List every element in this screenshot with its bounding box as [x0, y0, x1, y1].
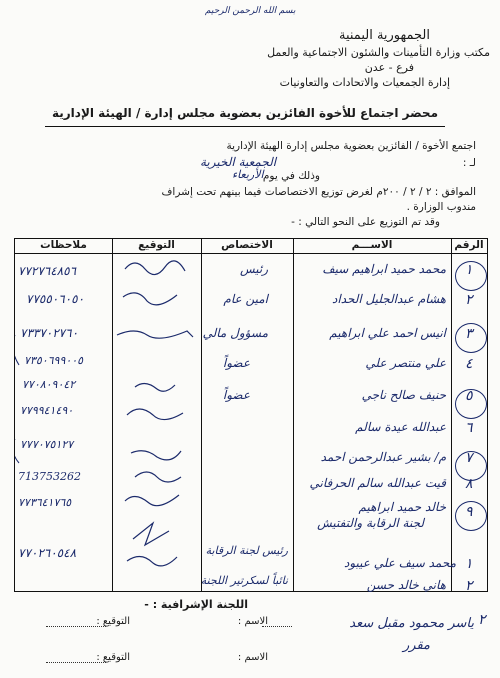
row-number: ٢ — [465, 578, 473, 594]
row-number: ٥ — [465, 388, 473, 404]
member-notes: ٧٧٠٢٦٠٥٤٨ — [18, 546, 77, 560]
member-name: م/ بشير عبدالرحمن احمد — [320, 450, 446, 464]
member-name: محمد سيف علي عيبود — [343, 556, 456, 570]
header-branch: فرع - عدن — [364, 61, 414, 74]
header-notes: ملاحظات — [40, 239, 87, 251]
member-role: عضواً — [222, 356, 250, 370]
basmala: بسم الله الرحمن الرحيم — [205, 6, 296, 16]
supervisory-signature-label: التوقيع : — [96, 616, 130, 627]
intro-line-3-hand: الأربعاء — [232, 168, 264, 181]
header-num: الرقم — [454, 239, 484, 251]
signature-mark — [133, 523, 169, 545]
member-role: رئيس — [239, 262, 268, 276]
margin-mark — [15, 335, 19, 365]
member-name: هاني خالد حسن — [366, 578, 446, 592]
member-role: مسؤول مالي — [202, 326, 268, 340]
supervisor-hand-number: ٢ — [478, 612, 486, 628]
signature-mark — [125, 261, 185, 275]
supervisor-hand-name: ياسر محمود مقبل سعد — [349, 616, 474, 631]
row-number: ٢ — [465, 292, 473, 308]
intro-line-2-label: لـ : — [462, 157, 476, 169]
row-number: ٩ — [465, 504, 473, 520]
row-number: ٦ — [465, 420, 473, 436]
dotted-line — [46, 662, 106, 663]
member-role: امين عام — [223, 292, 268, 306]
intro-line-6: وقد تم التوزيع على النحو التالي : - — [291, 216, 440, 228]
header-role: الاختصاص — [221, 239, 273, 251]
member-name: محمد حميد ابراهيم سيف — [322, 262, 446, 276]
member-name: قيت عبدالله سالم الحرفاني — [309, 476, 446, 490]
member-notes: ٧٧٢٧٦٤٨٥٦ — [18, 264, 77, 278]
member-notes: ٧٧٩٩٤١٤٩٠ — [20, 404, 74, 417]
member-notes: ٧٣٣٧٠٢٧٦٠ — [20, 326, 79, 340]
supervisor-hand-role: مقرر — [403, 638, 430, 653]
supervisory-name-label: الاسم : — [237, 616, 268, 627]
signature-mark — [123, 293, 177, 305]
signature-mark — [125, 495, 179, 506]
member-name: عبدالله عيدة سالم — [355, 420, 446, 434]
member-role: نائباً لسكرتير اللجنة — [200, 574, 288, 587]
intro-line-5: مندوب الوزارة . — [406, 201, 476, 213]
signature-mark — [127, 409, 183, 420]
signature-mark — [131, 451, 181, 460]
member-notes: ٧٧٧٠٧٥١٢٧ — [20, 438, 74, 451]
committee-heading: لجنة الرقابة والتفتيش — [317, 516, 424, 530]
member-notes: 713753262 — [18, 470, 81, 483]
document-title: محضر اجتماع للأخوة الفائزين بعضوية مجلس إدارة / الهيئة الإدارية — [51, 106, 439, 120]
signature-mark — [135, 472, 181, 482]
dotted-line — [262, 626, 292, 627]
member-notes: ٧٧٥٥٠٦٠٥٠ — [26, 292, 85, 306]
header-department: إدارة الجمعيات والاتحادات والتعاونيات — [279, 76, 450, 89]
member-notes: ٧٧٣٦٤١٧٦٥ — [18, 496, 72, 509]
title-underline — [45, 126, 445, 127]
member-name: هشام عبدالجليل الحداد — [332, 292, 446, 306]
row-number: ٧ — [465, 450, 473, 466]
member-name: علي منتصر علي — [365, 356, 446, 370]
member-name: انيس احمد علي ابراهيم — [329, 326, 446, 340]
margin-mark — [15, 439, 19, 463]
header-name: الاســـم — [351, 239, 393, 251]
member-notes: ٧٧٠٨٠٩٠٤٢ — [22, 378, 76, 391]
intro-line-2-hand: الجمعية الخيرية — [200, 155, 277, 169]
header-ministry: مكتب وزارة التأمينات والشئون الاجتماعية والعمل — [267, 46, 490, 59]
supervisory-signature-label-2: التوقيع : — [96, 652, 130, 663]
dotted-line — [46, 626, 106, 627]
member-name: حنيف صالح ناجي — [361, 388, 446, 402]
signature-mark — [135, 383, 175, 391]
row-number: ٣ — [465, 326, 473, 342]
row-number: ١ — [465, 556, 473, 572]
member-notes: ٧٣٥٠٦٩٩٠٠٥ — [24, 354, 84, 367]
member-name: خالد حميد ابراهيم — [358, 500, 446, 514]
supervisory-heading: اللجنة الإشرافية : - — [144, 598, 248, 611]
supervisory-name-label-2: الاسم : — [237, 652, 268, 663]
signature-mark — [127, 556, 177, 565]
header-republic: الجمهورية اليمنية — [338, 28, 430, 43]
member-role: عضواً — [222, 388, 250, 402]
member-role: رئيس لجنة الرقابة — [205, 544, 288, 557]
header-signature: التوقيع — [138, 239, 175, 251]
row-number: ٨ — [465, 476, 473, 492]
row-number: ١ — [465, 262, 473, 278]
row-number: ٤ — [465, 356, 473, 372]
intro-line-3: وذلك في يوم — [262, 170, 320, 182]
signature-mark — [117, 331, 193, 338]
intro-line-4: الموافق : ٢ / ٢ / ٢٠٠م لغرض توزيع الاختصاصات فيما بينهم تحت إشراف — [161, 186, 476, 198]
intro-line-1: اجتمع الأخوة / الفائزين بعضوية مجلس إدارة الهيئة الإدارية — [226, 140, 476, 152]
